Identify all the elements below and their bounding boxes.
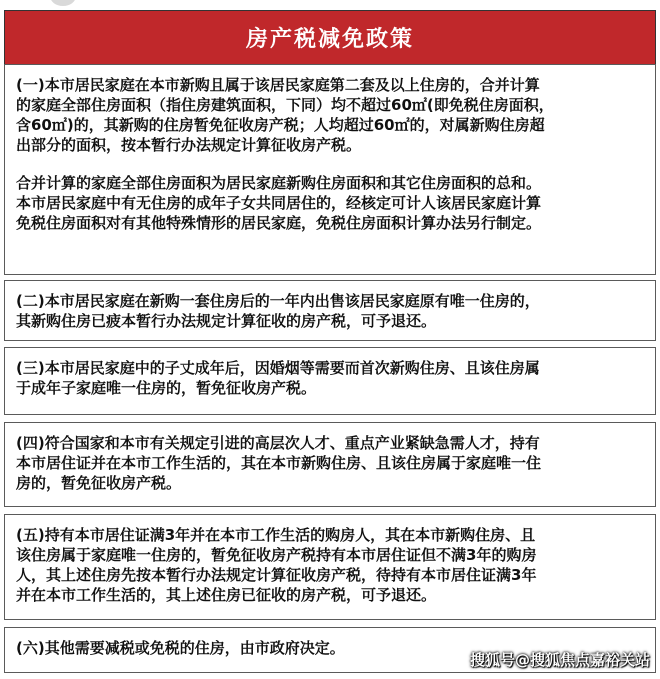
text-line: (四)符合国家和本市有关规定引进的高层次人才、重点产业紧缺急需人才，持有 <box>16 434 540 452</box>
text-line: (六)其他需要减税或免税的住房，由市政府决定。 <box>16 639 345 657</box>
text-line: 本市居民家庭中有无住房的成年子女共同居住的，经核定可计人该居民家庭计算 <box>16 194 542 212</box>
decorative-arc <box>50 0 76 6</box>
text-line: (三)本市居民家庭中的子丈成年后，因婚烟等需要而首次新购住房、且该住房属 <box>16 359 540 377</box>
text-line: 人，其上述住房先按本暂行办法规定计算征收房产税，待持有本市居住证满3年 <box>16 566 537 584</box>
text-line: 合并计算的家庭全部住房面积为居民家庭新购住房面积和其它住房面积的总和。 <box>16 174 542 192</box>
text-line: (一)本市居民家庭在本市新购且属于该居民家庭第二套及以上住房的，合并计算 <box>16 76 540 94</box>
policy-section-2 <box>4 280 656 341</box>
policy-section-1 <box>4 64 656 275</box>
text-line: (二)本市居民家庭在新购一套住房后的一年内出售该居民家庭原有唯一住房的， <box>16 292 540 310</box>
text-line: 含60㎡)的，其新购的住房暂免征收房产税；人均超过60㎡的，对属新购住房超 <box>16 116 545 134</box>
text-line: 于成年子家庭唯一住房的，暂免征收房产税。 <box>16 379 317 397</box>
policy-section-3 <box>4 347 656 415</box>
title-banner <box>4 10 656 65</box>
text-line: 其新购住房已疲本暂行办法规定计算征收的房产税，可予退还。 <box>16 312 437 330</box>
text-line: 出部分的面积，按本暂行办法规定计算征收房产税。 <box>16 136 362 154</box>
text-line: 免税住房面积对有其他特殊情形的居民家庭，免税住房面积计算办法另行制定。 <box>16 214 542 232</box>
text-line: 的家庭全部住房面积（指住房建筑面积，下同）均不超过60㎡(即免税住房面积， <box>16 96 554 114</box>
text-line: 并在本市工作生活的，其上述住房已征收的房产税，可予退还。 <box>16 586 437 604</box>
text-line: 房的，暂免征收房产税。 <box>16 474 182 492</box>
watermark: 搜狐号@搜狐焦点嘉裕关站 <box>469 651 650 669</box>
page-title: 房产税减免政策 <box>245 27 414 52</box>
text-line: 本市居住证并在本市工作生活的，其在本市新购住房、且该住房属于家庭唯一住 <box>16 454 542 472</box>
policy-section-5 <box>4 514 656 620</box>
policy-section-4 <box>4 422 656 507</box>
text-line: 该住房属于家庭唯一住房的，暂免征收房产税持有本市居住证但不满3年的购房 <box>16 546 537 564</box>
text-line: (五)持有本市居住证满3年并在本市工作生活的购房人，其在本市新购住房、且 <box>16 526 536 544</box>
